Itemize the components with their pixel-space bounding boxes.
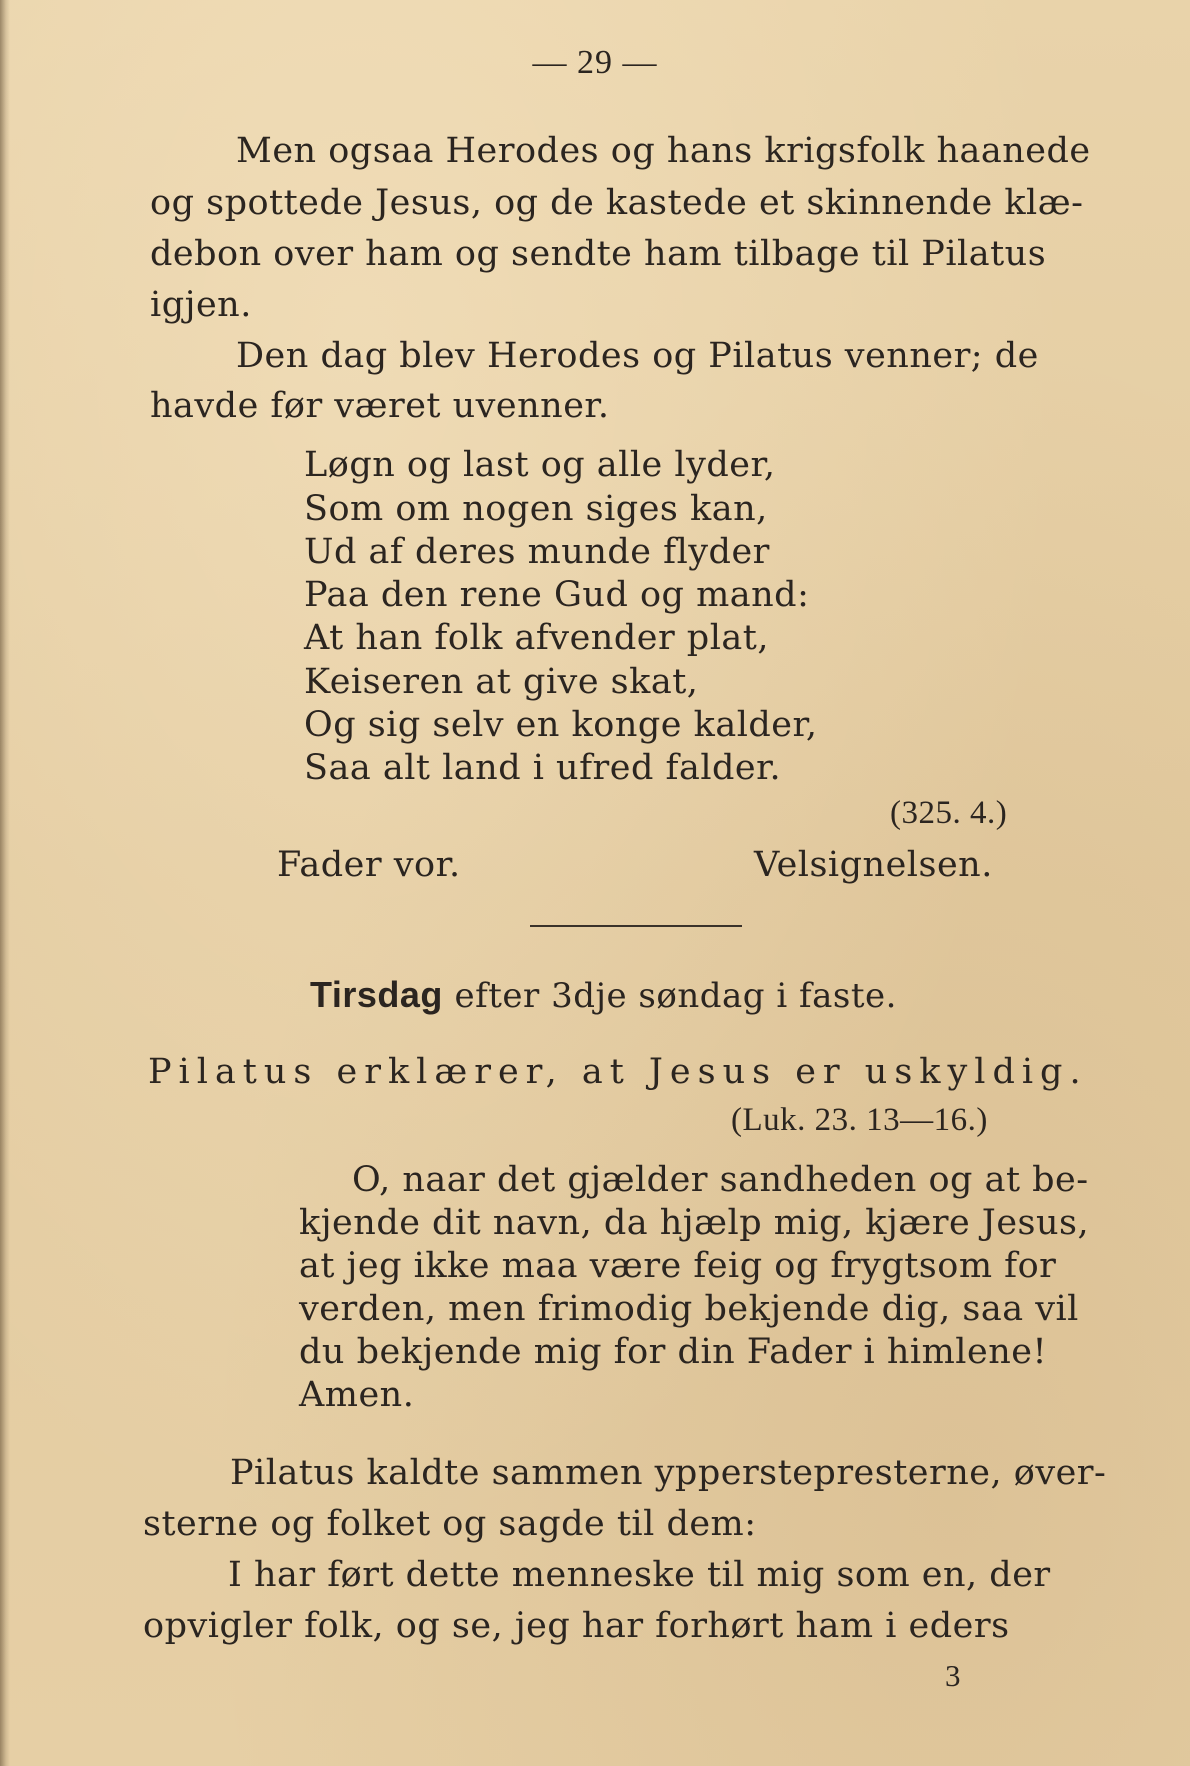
paragraph-1-line-4: igjen. — [150, 285, 252, 325]
hymn-line-4: Paa den rene Gud og mand: — [304, 575, 810, 615]
hymn-line-8: Saa alt land i ufred falder. — [304, 748, 782, 788]
hymn-line-7: Og sig selv en konge kalder, — [304, 705, 818, 745]
paragraph-1-line-2: og spottede Jesus, og de kastede et skinnende klæ- — [150, 183, 1084, 223]
hymn-line-1: Løgn og last og alle lyder, — [304, 445, 776, 485]
section-heading-day: Tirsdag — [310, 974, 443, 1015]
paragraph-4-line-1: I har ført dette menneske til mig som en, der — [228, 1555, 1051, 1595]
paragraph-4-line-2: opvigler folk, og se, jeg har forhørt ham i eders — [143, 1606, 1010, 1646]
hymn-line-6: Keiseren at give skat, — [304, 662, 699, 702]
hymn-reference: (325. 4.) — [890, 795, 1008, 831]
section-heading-rest: efter 3dje søndag i faste. — [454, 976, 897, 1016]
paragraph-2-line-2: havde før været uvenner. — [150, 386, 610, 426]
prayer-line-1: O, naar det gjælder sandheden og at be- — [352, 1160, 1089, 1200]
section-subheading: Pilatus erklærer, at Jesus er uskyldig. — [148, 1052, 1088, 1092]
paragraph-3-line-2: sterne og folket og sagde til dem: — [143, 1504, 757, 1544]
section-reference: (Luk. 23. 13—16.) — [731, 1102, 988, 1138]
prayer-amen: Amen. — [299, 1375, 415, 1415]
prayer-line-4: verden, men frimodig bekjende dig, saa vil — [299, 1289, 1079, 1329]
prayer-line-2: kjende dit navn, da hjælp mig, kjære Jesus, — [299, 1203, 1090, 1243]
prayer-line-5: du bekjende mig for din Fader i himlene! — [299, 1332, 1048, 1372]
closing-velsignelsen: Velsignelsen. — [754, 845, 993, 885]
paragraph-1-line-3: debon over ham og sendte ham tilbage til Pilatus — [150, 234, 1047, 274]
signature-mark: 3 — [945, 1658, 961, 1693]
paragraph-2-line-1: Den dag blev Herodes og Pilatus venner; de — [236, 336, 1039, 376]
section-divider — [530, 925, 742, 927]
hymn-line-5: At han folk afvender plat, — [304, 618, 769, 658]
closing-fader-vor: Fader vor. — [277, 845, 461, 885]
hymn-line-3: Ud af deres munde flyder — [304, 532, 770, 572]
section-heading — [310, 974, 897, 1016]
prayer-line-3: at jeg ikke maa være feig og frygtsom for — [299, 1246, 1057, 1286]
hymn-line-2: Som om nogen siges kan, — [304, 489, 768, 529]
page-number: — 29 — — [532, 44, 658, 81]
paragraph-1-line-1: Men ogsaa Herodes og hans krigsfolk haanede — [236, 131, 1091, 171]
page-binding-edge — [0, 0, 10, 1766]
paragraph-3-line-1: Pilatus kaldte sammen ypperstepresterne, øver- — [230, 1453, 1107, 1493]
